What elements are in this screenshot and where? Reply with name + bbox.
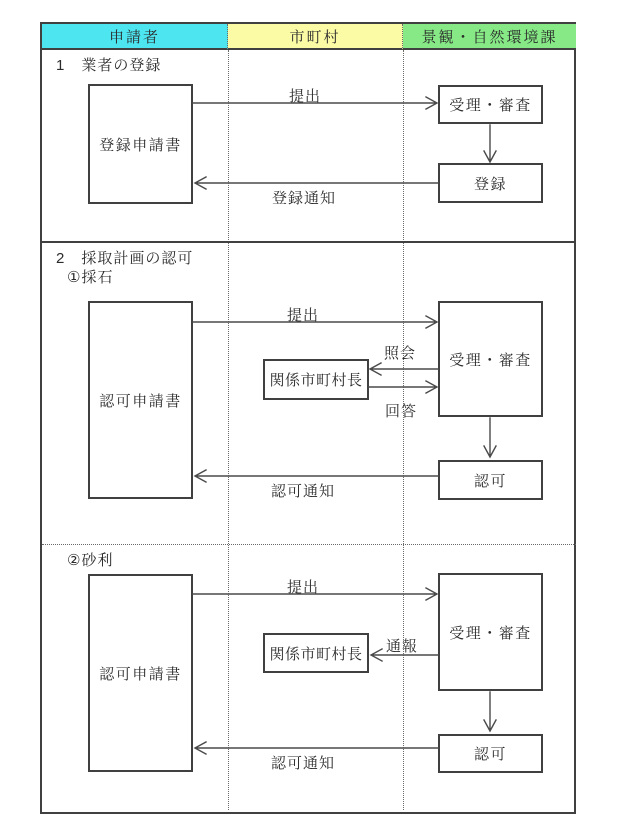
box-s3-related-mayors: 関係市町村長 (263, 633, 369, 673)
lane-header-applicant-label: 申請者 (108, 28, 160, 46)
label-s2-submit: 提出 (286, 307, 320, 324)
box-s3-accept-review: 受理・審査 (438, 573, 543, 691)
lane-header-municipality (228, 24, 403, 50)
box-s2-approval-application: 認可申請書 (88, 301, 193, 499)
lane-header-environment-division-label: 景観・自然環境課 (421, 28, 558, 46)
section-divider-solid (42, 241, 576, 243)
lane-header-row (42, 24, 576, 50)
box-s3-approval: 認可 (438, 734, 543, 773)
box-s3-approval-application: 認可申請書 (88, 574, 193, 772)
label-s3-approval-notice: 認可通知 (270, 755, 336, 772)
label-s2-reply: 回答 (384, 403, 418, 420)
lane-header-environment-division (403, 24, 576, 50)
section2-quarry-subtitle: ①採石 (67, 269, 114, 286)
section2-title: 2 採取計画の認可 (56, 250, 194, 267)
label-s3-submit: 提出 (286, 579, 320, 596)
lane-divider-left (228, 50, 229, 810)
label-s2-approval-notice: 認可通知 (270, 483, 336, 500)
label-s2-inquiry: 照会 (383, 345, 417, 362)
box-s2-accept-review: 受理・審査 (438, 301, 543, 417)
box-s2-approval: 認可 (438, 460, 543, 500)
lane-divider-right (403, 50, 404, 810)
section3-gravel-subtitle: ②砂利 (67, 552, 114, 569)
subsection-divider-dotted (42, 544, 576, 545)
box-registration-application: 登録申請書 (88, 84, 193, 204)
lane-header-municipality-label: 市町村 (289, 28, 341, 46)
label-s3-report: 通報 (385, 638, 419, 655)
label-s1-submit: 提出 (288, 88, 322, 105)
box-s1-registration: 登録 (438, 163, 543, 203)
box-s2-related-mayors: 関係市町村長 (263, 359, 369, 400)
label-s1-registration-notice: 登録通知 (271, 190, 337, 207)
section1-title: 1 業者の登録 (56, 57, 162, 74)
box-s1-accept-review: 受理・審査 (438, 85, 543, 124)
lane-header-applicant (42, 24, 228, 50)
